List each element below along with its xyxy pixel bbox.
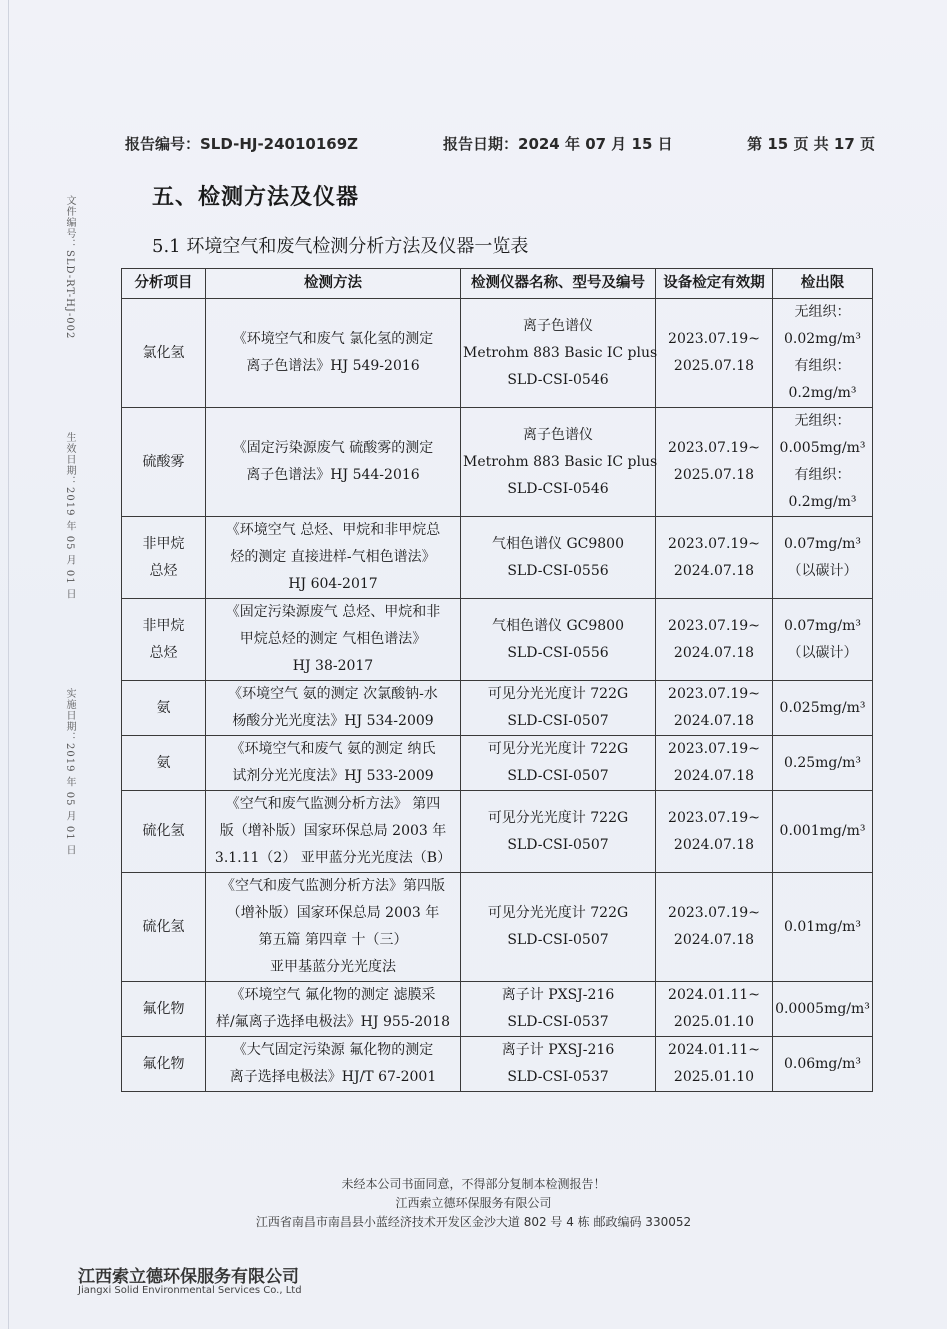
cell-validity [656, 517, 773, 599]
cell-item [122, 408, 206, 517]
cell-item-line: 氨 [156, 699, 171, 716]
cell-instrument-line: 可见分光光度计 722G [487, 741, 629, 757]
cell-instrument [461, 736, 656, 791]
cell-method-line: 离子选择电极法》HJ/T 67-2001 [229, 1069, 437, 1085]
cell-method-line: 《环境空气 氟化物的测定 滤膜采 [230, 987, 436, 1003]
subsection-title: 5.1 环境空气和废气检测分析方法及仪器一览表 [152, 236, 529, 257]
table-row [122, 599, 873, 681]
cell-item [122, 517, 206, 599]
page-number: 第 15 页 共 17 页 [747, 135, 875, 153]
cell-instrument [461, 408, 656, 517]
cell-method-line: 杨酸分光光度法》HJ 534-2009 [232, 713, 434, 729]
cell-method-line: 版（增补版）国家环保总局 2003 年 [219, 823, 447, 839]
cell-validity-line: 2024.07.18 [673, 836, 755, 853]
header-method: 检测方法 [206, 269, 461, 299]
cell-method-line: 《空气和废气监测分析方法》 第四 [225, 796, 441, 812]
cell-instrument-line: SLD-CSI-0507 [507, 932, 609, 948]
cell-method-line: 《环境空气 总烃、甲烷和非甲烷总 [225, 522, 441, 538]
table-row [122, 1037, 873, 1092]
cell-item-line: 硫化氢 [142, 918, 185, 935]
cell-limit-line: 0.001mg/m³ [779, 823, 866, 839]
report-number: 报告编号：SLD-HJ-24010169Z [125, 135, 359, 153]
cell-validity-line: 2025.07.18 [673, 358, 755, 374]
cell-item-line: 氟化物 [142, 1000, 185, 1017]
cell-limit-line: （以碳计） [787, 644, 858, 661]
cell-instrument-line: 离子计 PXSJ-216 [501, 1042, 615, 1058]
cell-limit-line: 0.025mg/m³ [779, 699, 866, 716]
cell-validity-line: 2024.07.18 [673, 713, 755, 729]
cell-limit-line: 0.2mg/m³ [788, 494, 857, 510]
cell-limit [773, 736, 873, 791]
cell-validity-line: 2023.07.19~ [668, 741, 760, 757]
cell-method [206, 299, 461, 408]
cell-method [206, 408, 461, 517]
cell-validity-line: 2024.07.18 [673, 768, 755, 784]
cell-instrument-line: SLD-CSI-0537 [507, 1014, 609, 1030]
cell-method-line: 《环境空气和废气 氯化氢的测定 [232, 331, 434, 347]
cell-limit [773, 1037, 873, 1092]
cell-limit-line: 0.06mg/m³ [783, 1055, 861, 1072]
cell-instrument-line: Metrohm 883 Basic IC plus [463, 344, 658, 361]
cell-item-line: 总烃 [149, 562, 178, 579]
cell-validity [656, 791, 773, 873]
cell-method [206, 1037, 461, 1092]
cell-validity [656, 599, 773, 681]
table-header-row [122, 269, 873, 299]
cell-validity [656, 299, 773, 408]
cell-validity-line: 2025.01.10 [673, 1014, 755, 1030]
cell-method-line: 离子色谱法》HJ 549-2016 [246, 358, 420, 374]
cell-validity-line: 2023.07.19~ [668, 331, 760, 347]
header-item: 分析项目 [122, 269, 206, 299]
cell-limit [773, 873, 873, 982]
cell-instrument-line: 气相色谱仪 GC9800 [492, 617, 624, 634]
brand-name-cn: 江西索立德环保服务有限公司 [78, 1267, 299, 1287]
table-row [122, 408, 873, 517]
cell-method [206, 736, 461, 791]
cell-method-line: 《固定污染源废气 硫酸雾的测定 [232, 440, 434, 456]
cell-limit-line: 无组织： [794, 413, 851, 429]
cell-instrument-line: 可见分光光度计 722G [487, 809, 629, 826]
cell-validity [656, 408, 773, 517]
cell-limit [773, 599, 873, 681]
cell-limit-line: （以碳计） [787, 562, 858, 579]
cell-limit [773, 681, 873, 736]
cell-instrument-line: Metrohm 883 Basic IC plus [463, 453, 658, 470]
cell-item-line: 硫化氢 [142, 823, 185, 839]
cell-instrument-line: 气相色谱仪 GC9800 [492, 535, 624, 552]
cell-method-line: 亚甲基蓝分光光度法 [270, 959, 396, 975]
cell-instrument-line: SLD-CSI-0507 [507, 768, 609, 784]
report-date: 报告日期：2024 年 07 月 15 日 [443, 135, 673, 153]
cell-instrument [461, 299, 656, 408]
cell-validity-line: 2023.07.19~ [668, 440, 760, 456]
cell-instrument-line: 可见分光光度计 722G [487, 905, 629, 921]
cell-item-line: 总烃 [149, 644, 178, 661]
cell-item [122, 873, 206, 982]
cell-instrument [461, 1037, 656, 1092]
cell-item [122, 681, 206, 736]
cell-item [122, 982, 206, 1037]
cell-item-line: 硫酸雾 [142, 453, 185, 470]
cell-method-line: 《固定污染源废气 总烃、甲烷和非 [225, 604, 441, 620]
cell-validity-line: 2023.07.19~ [668, 809, 760, 826]
cell-limit-line: 0.02mg/m³ [783, 331, 861, 347]
cell-instrument [461, 599, 656, 681]
cell-method-line: 《环境空气 氨的测定 次氯酸钠-水 [228, 686, 438, 702]
cell-validity-line: 2023.07.19~ [668, 617, 760, 634]
methods-table [121, 268, 873, 1092]
table-row [122, 517, 873, 599]
header-limit: 检出限 [773, 269, 873, 299]
footer-company: 江西索立德环保服务有限公司 [395, 1196, 552, 1210]
cell-item-line: 非甲烷 [142, 617, 185, 634]
cell-method-line: 第五篇 第四章 十（三） [258, 932, 408, 948]
cell-method-line: 《环境空气和废气 氨的测定 纳氏 [230, 741, 436, 757]
cell-validity-line: 2023.07.19~ [668, 905, 760, 921]
cell-item [122, 736, 206, 791]
header-instrument: 检测仪器名称、型号及编号 [461, 269, 656, 299]
cell-method [206, 599, 461, 681]
footer-address: 江西省南昌市南昌县小蓝经济技术开发区金沙大道 802 号 4 栋 邮政编码 330052 [255, 1215, 692, 1229]
cell-validity-line: 2024.07.18 [673, 644, 755, 661]
brand-name-en: Jiangxi Solid Environmental Services Co., Ltd [78, 1285, 302, 1296]
cell-item-line: 非甲烷 [142, 535, 185, 552]
cell-instrument [461, 873, 656, 982]
cell-instrument-line: 离子色谱仪 [523, 426, 593, 443]
report-header [125, 133, 875, 153]
table-row [122, 299, 873, 408]
cell-method [206, 517, 461, 599]
cell-method-line: 甲烷总烃的测定 气相色谱法》 [239, 631, 427, 647]
cell-instrument-line: SLD-CSI-0507 [507, 713, 609, 729]
cell-method [206, 681, 461, 736]
cell-limit-line: 0.25mg/m³ [783, 754, 861, 771]
cell-item-line: 氨 [156, 754, 171, 771]
cell-instrument [461, 681, 656, 736]
cell-item [122, 1037, 206, 1092]
side-effective-date: 生效日期：2019 年 05 月 01 日 [64, 432, 75, 600]
cell-instrument [461, 791, 656, 873]
footer-notice: 未经本公司书面同意，不得部分复制本检测报告！ [341, 1177, 606, 1191]
cell-validity [656, 681, 773, 736]
cell-limit-line: 有组织： [794, 358, 851, 374]
cell-instrument [461, 982, 656, 1037]
cell-limit [773, 982, 873, 1037]
cell-validity-line: 2024.07.18 [673, 562, 755, 579]
cell-method [206, 873, 461, 982]
page-edge-line [8, 0, 9, 1329]
cell-limit-line: 0.01mg/m³ [783, 918, 861, 935]
cell-validity-line: 2025.07.18 [673, 467, 755, 483]
cell-method-line: 烃的测定 直接进样-气相色谱法》 [230, 549, 436, 565]
cell-instrument [461, 517, 656, 599]
table-row [122, 873, 873, 982]
cell-instrument-line: SLD-CSI-0507 [507, 836, 609, 853]
header-validity: 设备检定有效期 [656, 269, 773, 299]
cell-instrument-line: SLD-CSI-0556 [507, 562, 609, 579]
cell-limit-line: 0.2mg/m³ [788, 385, 857, 401]
cell-limit [773, 299, 873, 408]
side-doc-number: 文件编号：SLD-RT-HJ-002 [64, 195, 75, 340]
cell-limit [773, 517, 873, 599]
cell-method-line: 《大气固定污染源 氟化物的测定 [232, 1042, 434, 1058]
cell-limit-line: 无组织： [794, 304, 851, 320]
cell-limit-line: 0.005mg/m³ [779, 440, 866, 456]
cell-validity-line: 2024.01.11~ [668, 1042, 760, 1058]
cell-method-line: HJ 38-2017 [292, 658, 374, 674]
cell-method-line: 3.1.11（2） 亚甲蓝分光光度法（B） [214, 850, 452, 866]
cell-method-line: 《空气和废气监测分析方法》第四版 [221, 878, 445, 894]
cell-item [122, 791, 206, 873]
cell-validity-line: 2024.07.18 [673, 932, 755, 948]
cell-limit [773, 408, 873, 517]
cell-validity [656, 736, 773, 791]
cell-validity [656, 1037, 773, 1092]
cell-validity [656, 873, 773, 982]
cell-method-line: 样/氟离子选择电极法》HJ 955-2018 [215, 1014, 451, 1030]
table-row [122, 982, 873, 1037]
cell-limit-line: 有组织： [794, 467, 851, 483]
section-title: 五、检测方法及仪器 [152, 184, 360, 210]
cell-validity-line: 2025.01.10 [673, 1069, 755, 1085]
cell-item-line: 氯化氢 [142, 344, 185, 361]
cell-instrument-line: SLD-CSI-0546 [507, 480, 609, 497]
cell-method [206, 982, 461, 1037]
cell-validity-line: 2024.01.11~ [668, 987, 760, 1003]
cell-item-line: 氟化物 [142, 1055, 185, 1072]
cell-validity [656, 982, 773, 1037]
cell-item [122, 299, 206, 408]
cell-method-line: HJ 604-2017 [288, 576, 378, 592]
cell-instrument-line: SLD-CSI-0546 [507, 371, 609, 388]
cell-instrument-line: SLD-CSI-0537 [507, 1069, 609, 1085]
cell-limit [773, 791, 873, 873]
cell-method-line: （增补版）国家环保总局 2003 年 [226, 905, 440, 921]
cell-instrument-line: 离子计 PXSJ-216 [501, 987, 615, 1003]
cell-instrument-line: 可见分光光度计 722G [487, 686, 629, 702]
cell-limit-line: 0.0005mg/m³ [775, 1000, 870, 1017]
cell-instrument-line: SLD-CSI-0556 [507, 644, 609, 661]
table-row [122, 736, 873, 791]
cell-validity-line: 2023.07.19~ [668, 535, 760, 552]
table-row [122, 681, 873, 736]
cell-limit-line: 0.07mg/m³ [783, 617, 861, 634]
cell-limit-line: 0.07mg/m³ [783, 535, 861, 552]
table-row [122, 791, 873, 873]
cell-instrument-line: 离子色谱仪 [523, 317, 593, 334]
cell-validity-line: 2023.07.19~ [668, 686, 760, 702]
cell-method-line: 离子色谱法》HJ 544-2016 [246, 467, 420, 483]
cell-method-line: 试剂分光光度法》HJ 533-2009 [232, 768, 434, 784]
cell-method [206, 791, 461, 873]
side-implement-date: 实施日期：2019 年 05 月 01 日 [64, 688, 75, 856]
cell-item [122, 599, 206, 681]
